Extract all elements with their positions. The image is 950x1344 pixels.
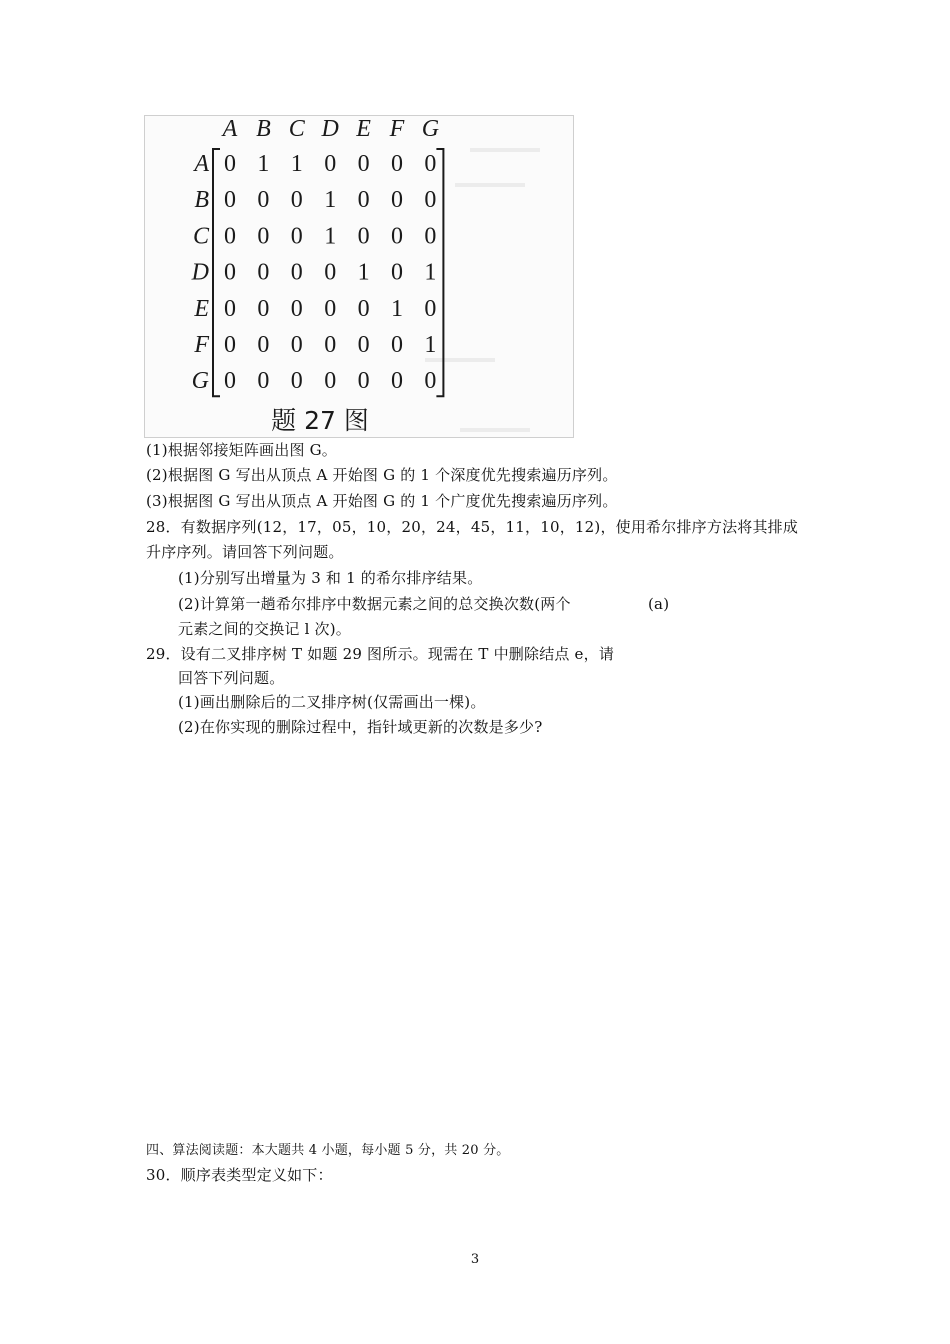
matrix-cell: 0: [357, 295, 370, 322]
matrix-cell: 0: [424, 368, 437, 395]
matrix-cell: 0: [424, 151, 437, 177]
matrix-cell: 0: [424, 295, 437, 322]
matrix-row-label: A: [194, 151, 209, 177]
q27-part1: (1)根据邻接矩阵画出图 G。: [146, 441, 337, 459]
matrix-cell: 0: [324, 295, 337, 322]
matrix-cell: 0: [257, 332, 270, 358]
matrix-cell: 0: [424, 187, 437, 214]
matrix-cell: 0: [424, 223, 437, 250]
matrix-cell: 0: [224, 295, 236, 322]
q29-stem-line1: 29．设有二叉排序树 T 如题 29 图所示。现需在 T 中删除结点 e，请: [146, 645, 615, 663]
q28-part2: (2)计算第一趟希尔排序中数据元素之间的总交换次数(两个: [178, 595, 571, 613]
matrix-cell: 0: [391, 187, 403, 214]
bleed-through-mark: [425, 358, 495, 362]
matrix-cell: 0: [224, 332, 236, 358]
matrix-cell: 0: [224, 368, 236, 395]
matrix-row-label: C: [192, 223, 209, 250]
matrix-row-label: D: [191, 259, 209, 286]
matrix-column-header: E: [356, 116, 371, 142]
matrix-row-label: F: [194, 332, 209, 358]
matrix-cell: 1: [424, 259, 437, 286]
matrix-cell: 0: [257, 368, 270, 395]
matrix-column-header: D: [321, 116, 339, 142]
matrix-cell: 0: [357, 187, 370, 214]
matrix-cell: 0: [257, 223, 270, 250]
matrix-column-header: G: [421, 116, 440, 142]
page-number: 3: [470, 1252, 480, 1267]
matrix-cell: 0: [257, 295, 270, 322]
matrix-cell: 0: [290, 259, 303, 286]
matrix-cell: 0: [357, 332, 370, 358]
matrix-cell: 1: [324, 187, 337, 214]
matrix-cell: 0: [224, 151, 236, 177]
adjacency-matrix-figure: [144, 115, 574, 438]
matrix-cell: 0: [290, 368, 303, 395]
matrix-cell: 0: [391, 368, 403, 395]
figure-caption: 题 27 图: [271, 406, 369, 435]
matrix-cell: 0: [391, 332, 403, 358]
bleed-through-mark: [460, 428, 530, 432]
matrix-cell: 0: [257, 187, 270, 214]
q28-part1: (1)分别写出增量为 3 和 1 的希尔排序结果。: [178, 569, 483, 587]
matrix-cell: 0: [224, 187, 236, 214]
matrix-cell: 0: [224, 223, 236, 250]
matrix-cell: 0: [290, 223, 303, 250]
matrix-row-label: E: [194, 295, 209, 322]
q28-stem-line2: 升序序列。请回答下列问题。: [146, 543, 344, 561]
q30-stem: 30．顺序表类型定义如下：: [146, 1166, 333, 1184]
matrix-cell: 1: [324, 223, 337, 250]
matrix-cell: 0: [324, 368, 337, 395]
adjacency-matrix: [145, 116, 573, 437]
matrix-cell: 1: [391, 295, 403, 322]
matrix-cell: 0: [391, 151, 403, 177]
matrix-cell: 0: [257, 259, 270, 286]
q27-part3: (3)根据图 G 写出从顶点 A 开始图 G 的 1 个广度优先搜索遍历序列。: [146, 492, 618, 510]
q29-part2: (2)在你实现的删除过程中，指针域更新的次数是多少?: [178, 718, 543, 736]
q28-stem-line1: 28．有数据序列(12，17，05，10，20，24，45，11，10，12)，使用希尔排序方法将其排成: [146, 518, 799, 536]
matrix-cell: 0: [290, 187, 303, 214]
q29-part1: (1)画出删除后的二叉排序树(仅需画出一棵)。: [178, 693, 486, 711]
matrix-cell: 0: [224, 259, 236, 286]
matrix-cell: 0: [391, 223, 403, 250]
matrix-row-label: B: [194, 187, 209, 214]
matrix-cell: 0: [290, 332, 303, 358]
matrix-cell: 0: [324, 151, 337, 177]
matrix-cell: 0: [357, 368, 370, 395]
matrix-column-header: F: [389, 116, 405, 142]
matrix-cell: 1: [257, 151, 270, 177]
section-4-heading: 四、算法阅读题：本大题共 4 小题，每小题 5 分，共 20 分。: [146, 1143, 510, 1158]
matrix-cell: 1: [290, 151, 303, 177]
matrix-cell: 0: [357, 151, 370, 177]
matrix-cell: 1: [424, 332, 437, 358]
q29-stem-line2: 回答下列问题。: [178, 669, 285, 687]
bleed-through-mark: [470, 148, 540, 152]
bleed-through-mark: [455, 183, 525, 187]
matrix-column-header: A: [222, 116, 238, 142]
q27-part2: (2)根据图 G 写出从顶点 A 开始图 G 的 1 个深度优先搜索遍历序列。: [146, 466, 618, 484]
q28-part2-continued: 元素之间的交换记 l 次)。: [178, 620, 351, 638]
matrix-row-label: G: [191, 368, 209, 395]
matrix-column-header: C: [288, 116, 305, 142]
matrix-cell: 1: [357, 259, 370, 286]
matrix-cell: 0: [290, 295, 303, 322]
matrix-cell: 0: [324, 259, 337, 286]
matrix-cell: 0: [357, 223, 370, 250]
matrix-left-bracket: [213, 149, 220, 396]
q28-part2-note: (a): [648, 595, 670, 613]
matrix-cell: 0: [324, 332, 337, 358]
matrix-column-header: B: [256, 116, 271, 142]
matrix-cell: 0: [391, 259, 403, 286]
